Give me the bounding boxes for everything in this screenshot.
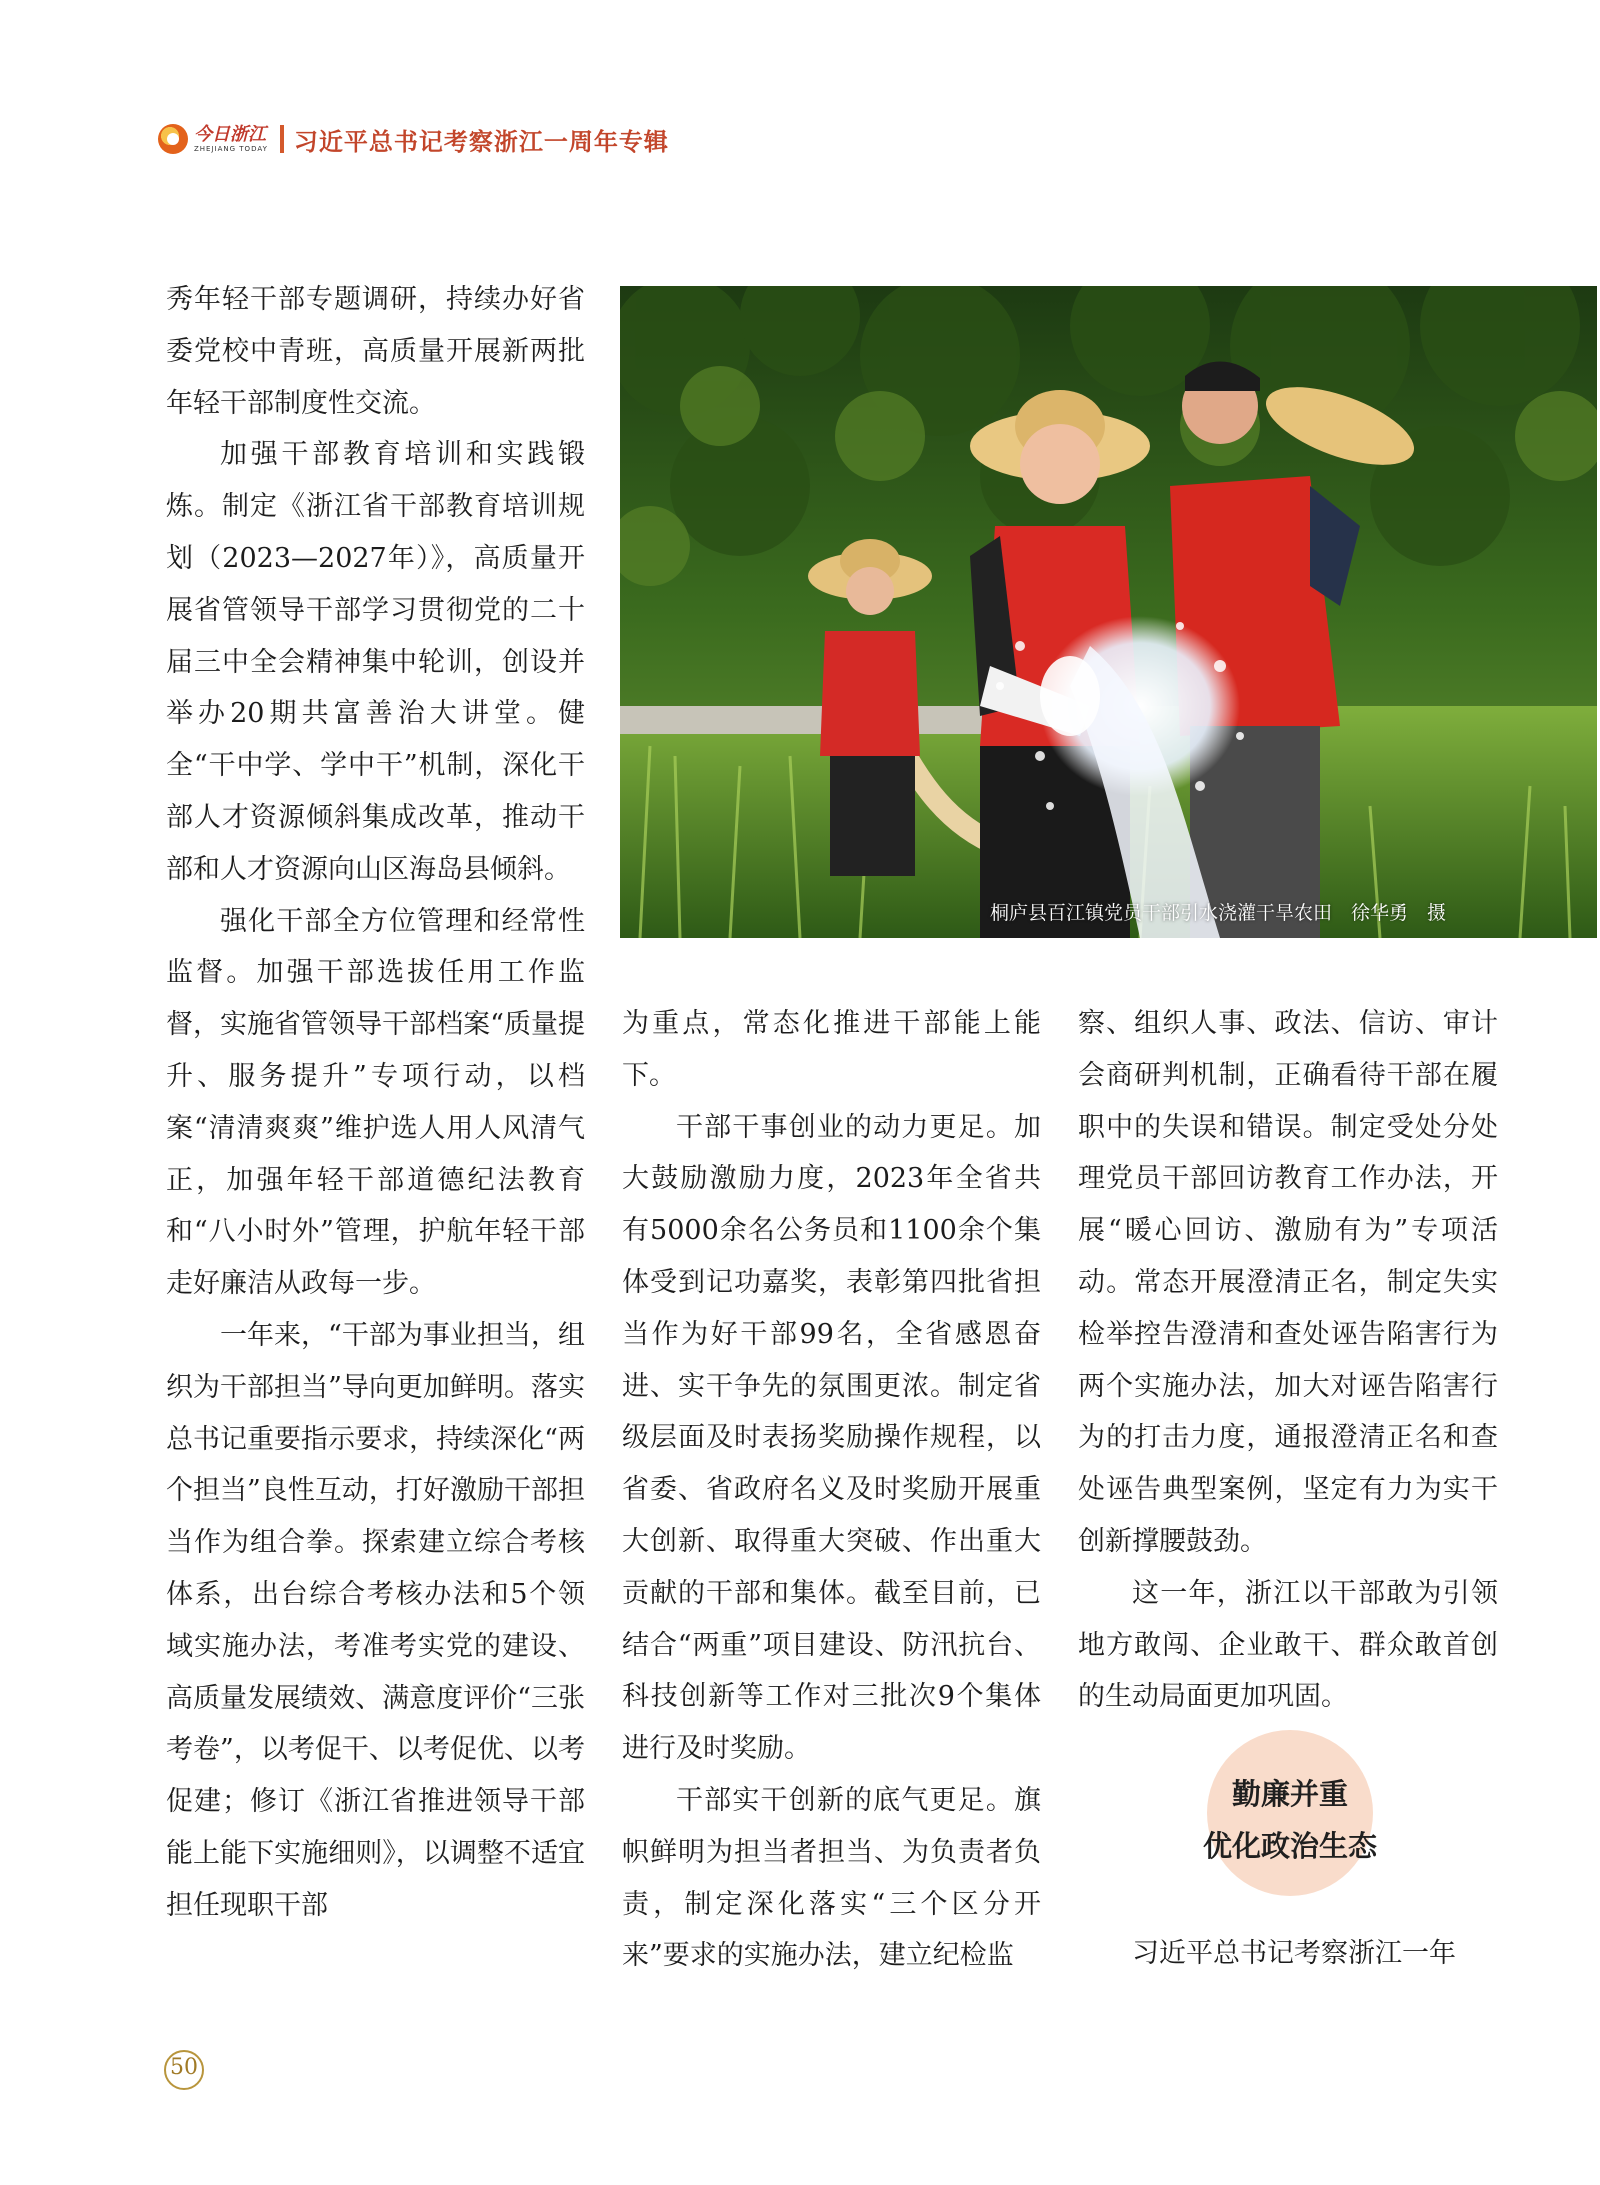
- text-column-1: [166, 274, 585, 1932]
- field-irrigation-photo: [620, 286, 1597, 938]
- section-heading: [1120, 1768, 1460, 1872]
- paragraph: 一年来，“干部为事业担当，组织为干部担当”导向更加鲜明。落实总书记重要指示要求，持续深化“两个担当”良性互动，打好激励干部担当作为组合拳。探索建立综合考核体系，出台综合考核办法和5个领域实施办法，考准考实党的建设、高质量发展绩效、满意度评价“三张考卷”，以考促干、以考促优、以考促建；修订《浙江省推进领导干部能上能下实施细则》，以调整不适宜担任现职干部: [166, 1319, 585, 1921]
- paragraph: 干部实干创新的底气更足。旗帜鲜明为担当者担当、为负责者负责，制定深化落实“三个区分开来”要求的实施办法，建立纪检监: [622, 1784, 1041, 1972]
- paragraph: 察、组织人事、政法、信访、审计会商研判机制，正确看待干部在履职中的失误和错误。制定受处分处理党员干部回访教育工作办法，开展“暖心回访、激励有为”专项活动。常态开展澄清正名，制定失实检举控告澄清和查处诬告陷害行为两个实施办法，加大对诬告陷害行为的打击力度，通报澄清正名和查处诬告典型案例，坚定有力为实干创新撑腰鼓劲。: [1078, 1008, 1498, 1557]
- text-column-3: [1078, 998, 1498, 1723]
- page-number: 50: [164, 2050, 204, 2090]
- logo-english-text: ZHEJIANG TODAY: [194, 144, 268, 153]
- paragraph: 为重点，常态化推进干部能上能下。: [622, 1008, 1041, 1091]
- paragraph: 加强干部教育培训和实践锻炼。制定《浙江省干部教育培训规划（2023—2027年）》，高质量开展省管领导干部学习贯彻党的二十届三中全会精神集中轮训，创设并举办20期共富善治大讲堂。健全“干中学、学中干”机制，深化干部人才资源倾斜集成改革，推动干部和人才资源向山区海岛县倾斜。: [166, 439, 585, 885]
- text-column-2: [622, 998, 1041, 1982]
- section-heading-line-2: 优化政治生态: [1202, 1829, 1377, 1863]
- page-header: [158, 118, 669, 160]
- sun-logo-icon: [158, 124, 188, 154]
- special-issue-title: 习近平总书记考察浙江一周年专辑: [293, 127, 669, 156]
- photo-caption: 桐庐县百江镇党员干部引水浇灌干旱农田 徐华勇 摄: [990, 902, 1447, 924]
- paragraph: 干部干事创业的动力更足。加大鼓励激励力度，2023年全省共有5000余名公务员和1100余个集体受到记功嘉奖，表彰第四批省担当作为好干部99名，全省感恩奋进、实干争先的氛围更浓。制定省级层面及时表扬奖励操作规程，以省委、省政府名义及时奖励开展重大创新、取得重大突破、作出重大贡献的干部和集体。截至目前，已结合“两重”项目建设、防汛抗台、科技创新等工作对三批次9个集体进行及时奖励。: [622, 1111, 1041, 1765]
- article-photo: [620, 286, 1597, 938]
- paragraph: 秀年轻干部专题调研，持续办好省委党校中青班，高质量开展新两批年轻干部制度性交流。: [166, 284, 585, 419]
- paragraph: 习近平总书记考察浙江一年: [1132, 1938, 1456, 1969]
- paragraph: 这一年，浙江以干部敢为引领地方敢闯、企业敢干、群众敢首创的生动局面更加巩固。: [1078, 1577, 1498, 1713]
- paragraph: 强化干部全方位管理和经常性监督。加强干部选拔任用工作监督，实施省管领导干部档案“质量提升、服务提升”专项行动，以档案“清清爽爽”维护选人用人风清气正，加强年轻干部道德纪法教育和“八小时外”管理，护航年轻干部走好廉洁从政每一步。: [166, 905, 585, 1300]
- text-column-3-continued: [1078, 1928, 1498, 1980]
- magazine-logo: [158, 124, 268, 154]
- logo-chinese-text: 今日浙江: [194, 123, 266, 145]
- header-divider: [280, 125, 284, 153]
- section-heading-line-1: 勤廉并重: [1231, 1777, 1348, 1811]
